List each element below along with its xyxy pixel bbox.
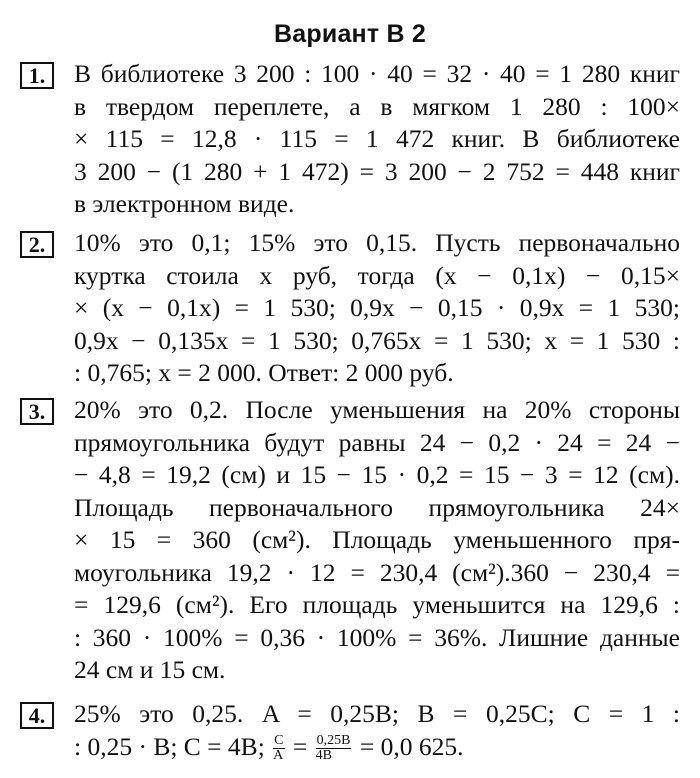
fraction-denominator: A: [273, 748, 284, 764]
fraction-numerator: 0,25B: [316, 733, 351, 749]
text-line: 25% это 0,25. A = 0,25B; B = 0,25C; C = 1 :: [74, 699, 680, 728]
fraction-denominator: 4B: [315, 748, 332, 764]
task-1: [20, 58, 680, 221]
text-line: Площадь первоначального прямоугольника 24×: [74, 492, 680, 522]
text-line: × 115 = 12,8 · 115 = 1 472 книг. В библиотеке: [74, 124, 680, 153]
task-number-box: 3.: [20, 398, 54, 425]
text-segment: = 0,0 625.: [359, 731, 464, 761]
text-line: : 360 · 100% = 0,36 · 100% = 36%. Лишние данные: [74, 622, 680, 652]
text-segment: : 0,25 · B; C = 4B;: [74, 731, 265, 761]
text-line: моугольника 19,2 · 12 = 230,4 (см²).360 − 230,4 =: [74, 557, 680, 587]
page-title: Вариант В 2: [274, 20, 426, 48]
text-line: × (x − 0,1x) = 1 530; 0,9x − 0,15 · 0,9x = 1 530;: [74, 293, 680, 322]
text-line: В библиотеке 3 200 : 100 · 40 = 32 · 40 = 1 280 книг: [74, 59, 680, 88]
text-line: 0,9x − 0,135x = 1 530; 0,765x = 1 530; x = 1 530 :: [74, 325, 680, 355]
task-number-box: 4.: [20, 702, 54, 729]
text-line-with-fractions: [74, 731, 680, 764]
text-line: × 15 = 360 (см²). Площадь уменьшенного пря-: [74, 525, 680, 554]
text-line: : 0,765; x = 2 000. Ответ: 2 000 руб.: [74, 358, 454, 387]
task-3: [20, 394, 680, 687]
equals-sign: =: [292, 731, 308, 761]
text-line: в электронном виде.: [74, 189, 295, 218]
text-line: 20% это 0,2. После уменьшения на 20% стороны: [74, 395, 680, 424]
text-line: прямоугольника будут равны 24 − 0,2 · 24 = 24 −: [74, 427, 680, 457]
text-line: куртка стоила x руб, тогда (x − 0,1x) − 0,15×: [74, 260, 680, 290]
text-line: = 129,6 (см²). Его площадь уменьшится на 129,6 :: [74, 590, 680, 619]
fraction-c-over-a: [273, 734, 284, 763]
task-number-box: 2.: [20, 231, 54, 258]
text-line: в твердом переплете, а в мягком 1 280 : 100×: [74, 91, 680, 121]
text-line: 24 см и 15 см.: [74, 655, 226, 684]
text-line: − 4,8 = 19,2 (см) и 15 − 15 · 0,2 = 15 − 3 = 12 (см).: [74, 460, 680, 489]
task-4: [20, 698, 680, 763]
text-line: 10% это 0,1; 15% это 0,15. Пусть первоначально: [74, 228, 680, 257]
task-number-box: 1.: [20, 62, 54, 89]
fraction-025b-over-4b: [316, 734, 352, 763]
fraction-numerator: C: [274, 733, 284, 749]
text-line: 3 200 − (1 280 + 1 472) = 3 200 − 2 752 = 448 книг: [74, 156, 680, 186]
task-2: [20, 227, 680, 390]
